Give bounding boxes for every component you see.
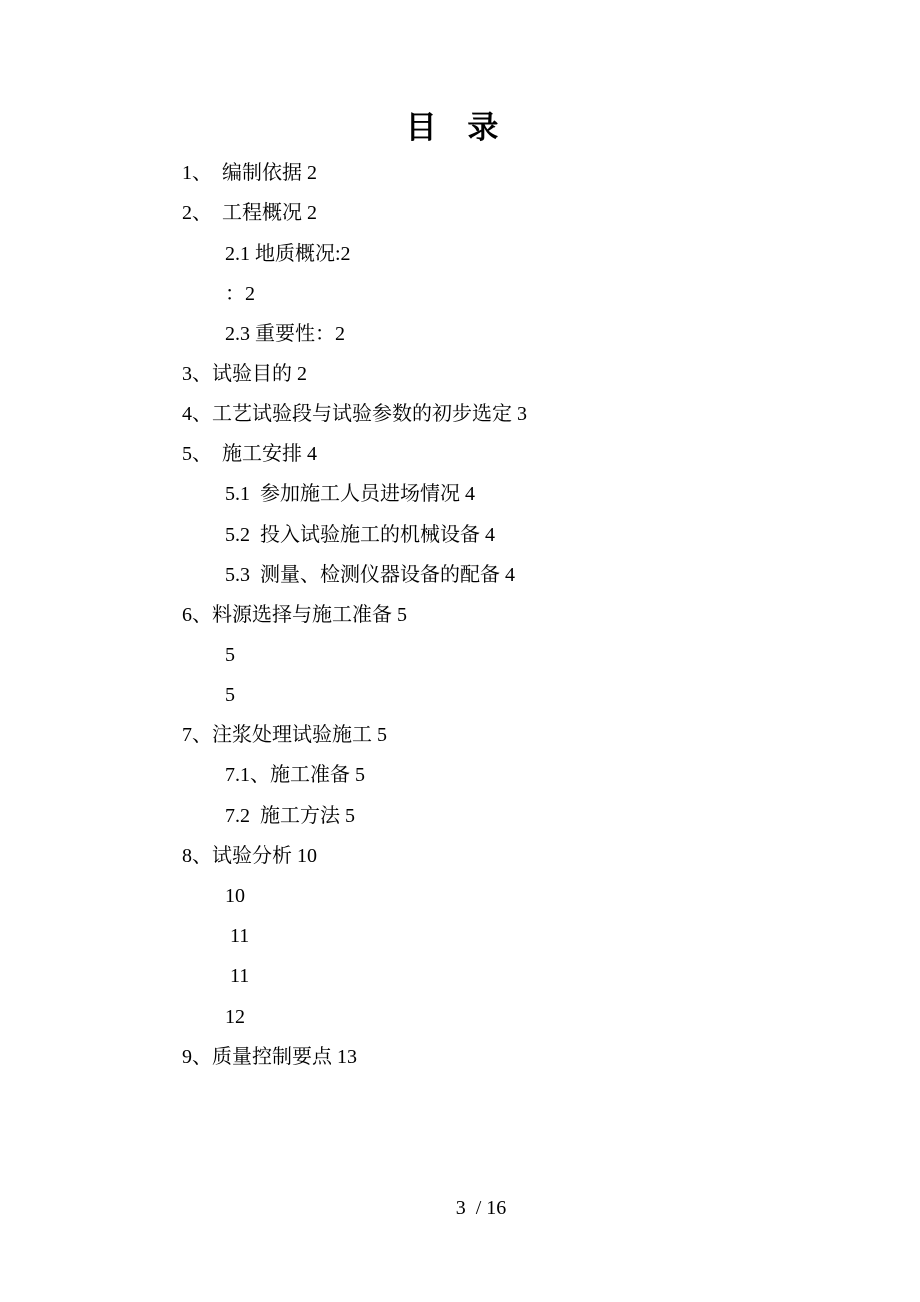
toc-entry-2: 2、 工程概况 2 [182,202,317,224]
toc-title: 目 录 [405,110,509,146]
toc-entry-9: 9、质量控制要点 13 [182,1046,357,1068]
toc-entry-5-3: 5.3 测量、检测仪器设备的配备 4 [225,564,515,586]
toc-entry-1: 1、 编制依据 2 [182,162,317,184]
toc-entry-5: 5、 施工安排 4 [182,443,317,465]
toc-entry-2-1: 2.1 地质概况:2 [225,243,351,265]
toc-entry-6-1: 5 [225,644,235,666]
toc-entry-3: 3、试验目的 2 [182,363,307,385]
toc-entry-6: 6、料源选择与施工准备 5 [182,604,407,626]
toc-entry-2-2: ：2 [225,283,255,305]
toc-entry-7: 7、注浆处理试验施工 5 [182,724,387,746]
toc-entry-6-2: 5 [225,684,235,706]
toc-entry-5-1: 5.1 参加施工人员进场情况 4 [225,483,475,505]
toc-entry-2-3: 2.3 重要性：2 [225,323,345,345]
page-number: 3 / 16 [455,1197,507,1219]
toc-entry-7-2: 7.2 施工方法 5 [225,805,355,827]
toc-entry-8-3: 11 [230,965,250,987]
toc-entry-7-1: 7.1、施工准备 5 [225,764,365,786]
toc-entry-8-2: 11 [230,925,250,947]
toc-entry-8-1: 10 [225,885,245,907]
toc-entry-8: 8、试验分析 10 [182,845,317,867]
toc-entry-5-2: 5.2 投入试验施工的机械设备 4 [225,524,495,546]
toc-entry-8-4: 12 [225,1006,245,1028]
toc-entry-4: 4、工艺试验段与试验参数的初步选定 3 [182,403,527,425]
